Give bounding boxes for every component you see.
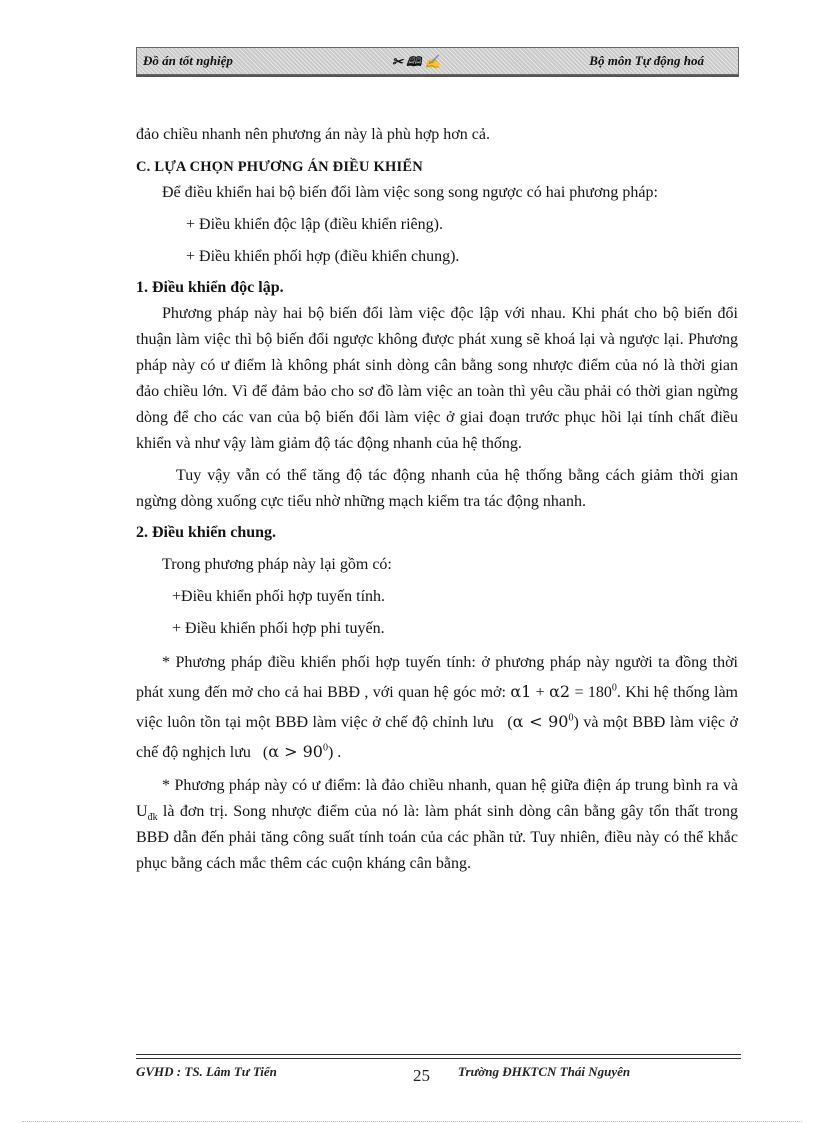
text-run: ( — [262, 744, 269, 761]
subheading-independent-control: 1. Điều khiển độc lập. — [136, 279, 284, 296]
paragraph-advantages — [136, 773, 738, 877]
text-run: * Phương pháp này có ư điểm: là đảo chiều nhanh, quan hệ giữa điện áp trung bình ra và U — [136, 777, 738, 820]
paragraph-independent-a: Phương pháp này hai bộ biến đổi làm việc độc lập với nhau. Khi phát cho bộ biến đổi thuận làm việc thì bộ biến đổi ngược không được phát xung sẽ khoá lại và ngược lại. Phương pháp này có ư điểm là không phát sinh dòng cân bằng song nhược điểm của nó là thời gian đảo chiều lớn. Vì để đảm bảo cho sơ đồ làm việc an toàn thì yêu cầu phải có thời gian ngừng dòng để cho các van của bộ biến đổi làm việc ở giai đoạn trước phục hồi lại tính chất điều khiển và như vậy làm giảm độ tác động nhanh của hệ thống. — [136, 305, 738, 452]
page-footer — [136, 1062, 741, 1086]
footer-rule-top — [136, 1054, 741, 1055]
formula-inverter-condition: α > 90 — [268, 742, 323, 761]
text-run: ) và một BBĐ làm việc ở chế độ nghịch lưu — [136, 714, 738, 761]
paragraph-joint-intro: Trong phương pháp này lại gồm có: — [162, 556, 392, 573]
text-run: ( — [507, 714, 513, 731]
subheading-joint-control: 2. Điều khiển chung. — [136, 524, 277, 541]
page-body — [136, 122, 738, 877]
header-rule — [136, 75, 739, 77]
page-edge-line — [22, 1121, 802, 1122]
text-run: là đơn trị. Song nhược điểm của nó là: làm phát sinh dòng cân bằng gây tổn thất trong BBĐ dẫn đến phải tăng công suất tính toán của các phần tử. Tuy nhiên, điều này có thể khắc phục bằng cách mắc thêm các cuộn kháng cân bằng. — [136, 803, 738, 872]
text-run: ) . — [327, 744, 342, 761]
paragraph-independent-b: Tuy vậy vẫn có thể tăng độ tác động nhanh của hệ thống bằng cách giảm thời gian ngừng dòng xuống cực tiểu nhờ những mạch kiểm tra tác động nhanh. — [136, 467, 738, 510]
text-run: . Khi hệ thống làm việc luôn tồn tại một BBĐ làm việc ở chế độ chỉnh lưu — [136, 684, 738, 731]
degree-superscript: 0 — [568, 712, 574, 724]
header-right-text: Bộ môn Tự động hoá — [589, 53, 704, 68]
footer-university: Trường ĐHKTCN Thái Nguyên — [458, 1064, 631, 1079]
formula-plus: + — [531, 684, 550, 701]
footer-rule-bottom — [136, 1058, 741, 1059]
text-run: * Phương pháp điều khiển phối hợp tuyến tính: ở phương pháp này người ta đồng thời phát xung đến mở cho cả hai BBĐ , với quan hệ góc mở: — [136, 654, 738, 701]
header-left-text: Đồ án tốt nghiệp — [143, 53, 233, 68]
list-item: + Điều khiển phối hợp phi tuyến. — [172, 620, 385, 637]
degree-superscript: 0 — [611, 682, 617, 694]
page-number: 25 — [413, 1066, 430, 1085]
formula-alpha2: α2 — [549, 682, 571, 701]
list-item: + Điều khiển phối hợp (điều khiển chung). — [186, 248, 460, 265]
degree-superscript: 0 — [322, 742, 328, 754]
paragraph-linear-control — [136, 648, 738, 767]
text-run: = 180 — [574, 684, 612, 701]
section-heading-c: C. LỰA CHỌN PHƯƠNG ÁN ĐIỀU KHIỂN — [136, 159, 423, 175]
formula-rectifier-condition: α < 90 — [512, 712, 569, 731]
list-item: +Điều khiển phối hợp tuyến tính. — [172, 588, 386, 605]
paragraph-intro: Để điều khiển hai bộ biến đổi làm việc song song ngược có hai phương pháp: — [162, 184, 658, 201]
formula-alpha1: α1 — [510, 682, 532, 701]
header-ornament: ✂ 🕮 ✍ — [392, 54, 441, 69]
footer-supervisor: GVHD : TS. Lâm Tư Tiến — [136, 1064, 277, 1079]
paragraph-continued: đảo chiều nhanh nên phương án này là phù hợp hơn cả. — [136, 126, 490, 143]
page-header — [136, 47, 739, 75]
subscript-dk: đk — [147, 812, 158, 824]
list-item: + Điều khiển độc lập (điều khiển riêng). — [186, 216, 443, 233]
